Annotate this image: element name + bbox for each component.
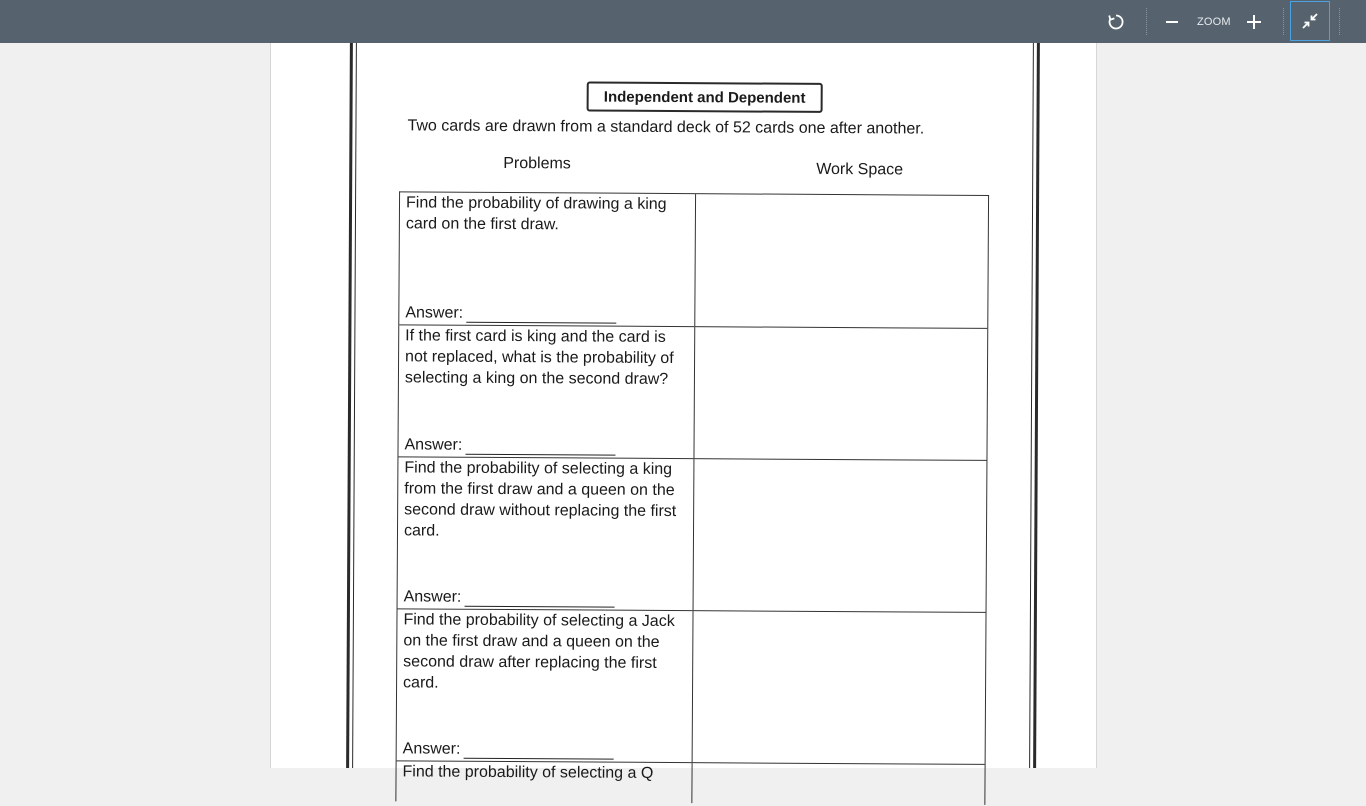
work-space-column-header: Work Space: [816, 160, 904, 179]
table-row: [398, 457, 987, 613]
viewer-toolbar: [0, 0, 1366, 43]
answer-label: Answer:: [402, 740, 461, 758]
answer-field[interactable]: [405, 304, 616, 323]
zoom-label: ZOOM: [1197, 15, 1231, 28]
problem-text: Find the probability of selecting a Jack on the first draw and a queen on the second draw after replacing the first card.: [403, 611, 675, 692]
collapse-arrows-icon: [1302, 13, 1318, 29]
plus-icon: [1246, 14, 1262, 30]
table-row: [396, 761, 984, 805]
problem-cell: [396, 761, 692, 803]
exit-fullscreen-button[interactable]: [1290, 1, 1330, 41]
worksheet-title: Independent and Dependent: [587, 81, 823, 112]
rotate-icon: [1107, 13, 1125, 31]
problem-cell: [398, 457, 695, 610]
problem-text: Find the probability of selecting a Q: [402, 763, 654, 782]
answer-field[interactable]: [403, 740, 614, 759]
toolbar-separator: [1283, 8, 1284, 35]
problem-cell: [398, 325, 695, 458]
document-page: [270, 43, 1097, 782]
worksheet-subtitle: Two cards are drawn from a standard deck of 52 cards one after another.: [407, 117, 925, 138]
work-space-cell[interactable]: [694, 327, 987, 460]
work-space-cell[interactable]: [694, 459, 987, 612]
answer-blank: [463, 744, 613, 760]
table-row: [399, 192, 988, 329]
answer-label: Answer:: [405, 304, 464, 322]
work-space-cell[interactable]: [692, 763, 984, 805]
answer-label: Answer:: [403, 588, 462, 606]
problem-cell: [397, 609, 694, 762]
zoom-in-button[interactable]: [1240, 0, 1268, 43]
work-space-cell[interactable]: [693, 611, 986, 764]
answer-field[interactable]: [404, 436, 615, 455]
rotate-button[interactable]: [1100, 0, 1132, 43]
answer-blank: [464, 592, 614, 608]
answer-label: Answer:: [404, 436, 463, 454]
answer-field[interactable]: [404, 588, 615, 607]
toolbar-separator: [1146, 8, 1147, 35]
toolbar-separator: [1339, 8, 1340, 35]
problem-cell: [399, 192, 696, 326]
worksheet: [267, 41, 1098, 782]
table-row: [397, 609, 986, 765]
minus-icon: [1165, 15, 1179, 29]
table-row: [398, 325, 987, 461]
problem-text: Find the probability of selecting a king from the first draw and a queen on the second draw without replacing the first card.: [403, 459, 677, 540]
zoom-out-button[interactable]: [1158, 0, 1186, 43]
problem-text: Find the probability of drawing a king card on the first draw.: [405, 194, 667, 234]
problems-column-header: Problems: [503, 154, 571, 173]
answer-blank: [466, 308, 616, 324]
problems-table: [395, 191, 989, 805]
answer-blank: [465, 440, 615, 456]
problem-text: If the first card is king and the card is not replaced, what is the probability of selecting a king on the second draw?: [404, 327, 674, 388]
work-space-cell[interactable]: [695, 194, 988, 328]
